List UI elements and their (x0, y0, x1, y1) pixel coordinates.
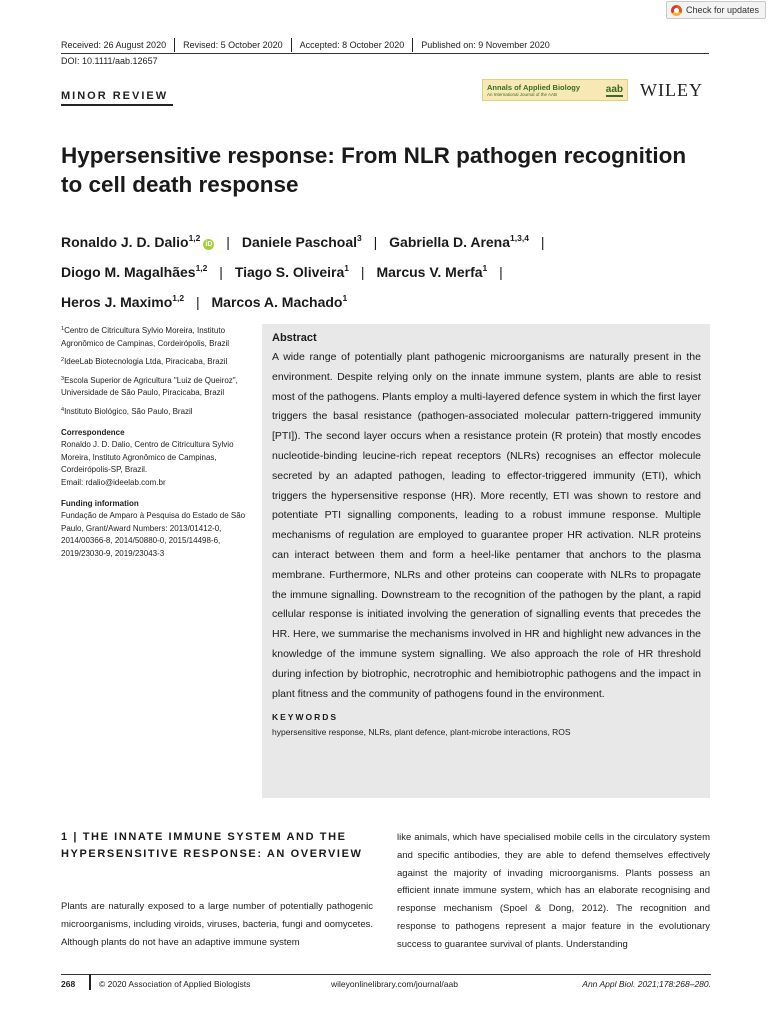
author-affiliation: 3 (357, 233, 362, 243)
author-separator: | (499, 264, 503, 280)
abstract-text: A wide range of potentially plant pathogenic microorganisms are naturally present in the environment. Despite relying only on the innate immune system, plants are able to resist most of the pathogens. Plants employ a multi-layered defence system in which the first layer triggers the basal resistance (pathogen-associated molecular pattern-triggered immunity [PTI]). The second layer occurs when a resistance protein (R protein) that mostly encodes nucleotide-binding leucine-rich repeat receptors (NLRs) recognises an effector molecule secreted by an adapted pathogen, leading to effector-triggered immunity (ETI), which triggers the hypersensitive response (HR). More recently, ETI was shown to restore and potentiate PTI signalling components, leading to a robust immune response. Multiple mechanisms of regulation are employed to guarantee proper HR activation. NLR proteins can interact between them and form a heel-like pentamer that anchors to the plasma membrane. Furthermore, NLRs and other proteins can cooperate with NLRs to propagate the immune signalling. Downstream to the recognition of the pathogen by the plant, a rapid cellular response is initiated involving the generation of signalling events that precedes the HR. Here, we summarise the mechanisms involved in HR and highlight new advances in the knowledge of the immune system signalling. We also approach the role of HR threshold during infection by biotrophic, necrotrophic and hemibiotrophic pathogens and the impact in plant fitness and the community of pathogens found in the environment. (272, 351, 701, 700)
correspondence-heading: Correspondence (61, 427, 125, 437)
author-affiliation: 1,2 (195, 263, 208, 273)
author-list (61, 225, 701, 315)
affiliation-text: Escola Superior de Agricultura "Luiz de Queiroz", Universidade de São Paulo, Piracicaba, Brazil (61, 375, 238, 398)
crossmark-icon (671, 5, 682, 16)
author-name[interactable]: Ronaldo J. D. Dalio (61, 234, 189, 250)
received-date: Received: 26 August 2020 (61, 38, 175, 52)
affiliation-text: Centro de Citricultura Sylvio Moreira, Instituto Agronômico de Campinas, Cordeirópolis, Brazil (61, 326, 230, 348)
body-text-right: like animals, which have specialised mobile cells in the circulatory system and specific antibodies, they are able to defend themselves effectively against the majority of invading microorganisms. Plants possess an efficient innate immune system, which has an elaborate recognising and response mechanism (Spoel & Dong, 2012). The recognition and response to pathogens represent a major feature in the evolutionary success to guarantee survival of plants. Understanding (397, 832, 710, 950)
author-affiliation: 1,3,4 (510, 233, 529, 243)
check-for-updates-label: Check for updates (686, 5, 760, 15)
author-name[interactable]: Heros J. Maximo (61, 294, 173, 310)
check-for-updates-button[interactable] (666, 1, 766, 19)
footer-divider (61, 974, 711, 975)
author-name[interactable]: Tiago S. Oliveira (234, 264, 345, 280)
author-affiliation: 1 (342, 293, 348, 303)
funding-heading: Funding information (61, 498, 139, 508)
affiliation (61, 323, 251, 350)
article-title: Hypersensitive response: From NLR pathogen recognition to cell death response (61, 143, 687, 197)
affiliation-text: Instituto Biológico, São Paulo, Brazil (64, 406, 193, 416)
keywords-list: hypersensitive response, NLRs, plant defence, plant-microbe interactions, ROS (272, 727, 571, 738)
author-separator: | (226, 234, 230, 250)
footer-separator (89, 974, 91, 990)
author-separator: | (360, 264, 365, 280)
journal-name: Annals of Applied Biology (487, 83, 581, 92)
affiliation (61, 354, 251, 369)
journal-abbrev: aab (605, 83, 623, 95)
published-date: Published on: 9 November 2020 (421, 40, 550, 50)
author-name[interactable]: Gabriella D. Arena (389, 234, 511, 250)
affiliation-number: 2 (61, 357, 65, 364)
journal-url[interactable]: wileyonlinelibrary.com/journal/aab (331, 979, 458, 989)
journal-logo[interactable] (482, 79, 628, 101)
article-sidebar (61, 323, 251, 561)
accepted-date: Accepted: 8 October 2020 (292, 38, 414, 52)
affiliation (61, 404, 251, 419)
abstract-box (262, 324, 710, 798)
header-divider (61, 53, 709, 54)
citation: Ann Appl Biol. 2021;178:268–280. (582, 979, 711, 989)
section-heading: 1 | THE INNATE IMMUNE SYSTEM AND THE HYPERSENSITIVE RESPONSE: AN OVERVIEW (61, 831, 363, 860)
funding-text: Fundação de Amparo à Pesquisa do Estado de São Paulo, Grant/Award Numbers: 2013/01412-0, 2014/00366-8, 2014/50880-0, 2015/14498-6, 2019/23030-9, 2019/23043-3 (61, 511, 246, 558)
abstract-heading: Abstract (272, 332, 317, 344)
author-affiliation: 1,2 (172, 293, 185, 303)
author-affiliation: 1,2 (188, 233, 201, 243)
author-affiliation: 1 (344, 263, 350, 273)
doi[interactable]: DOI: 10.1111/aab.12657 (61, 56, 158, 66)
author-separator: | (373, 234, 378, 250)
correspondence-text: Ronaldo J. D. Dalio, Centro de Citricultura Sylvio Moreira, Instituto Agronômico de Campinas, Cordeirópolis-SP, Brazil. (61, 440, 234, 475)
affiliation-number: 1 (61, 326, 65, 332)
body-text-left: Plants are naturally exposed to a large number of potentially pathogenic microorganisms, including viroids, viruses, bacteria, fungi and oomycetes. Although plants do not have an adaptive immune system (61, 901, 373, 948)
orcid-icon[interactable]: iD (205, 241, 213, 248)
article-dates (61, 38, 558, 52)
copyright: © 2020 Association of Applied Biologists (99, 979, 251, 989)
author-name[interactable]: Diogo M. Magalhães (61, 264, 196, 280)
author-name[interactable]: Marcos A. Machado (211, 294, 343, 310)
publisher-logo[interactable]: WILEY (640, 80, 703, 100)
revised-date: Revised: 5 October 2020 (175, 38, 292, 52)
journal-subtitle: An International Journal of the AAB (487, 92, 558, 97)
correspondence-email[interactable]: Email: rdalio@ideelab.com.br (61, 477, 166, 487)
author-name[interactable]: Daniele Paschoal (241, 234, 357, 250)
affiliation-number: 4 (61, 406, 65, 413)
page-number: 268 (61, 979, 76, 989)
author-affiliation: 1 (482, 263, 488, 273)
author-separator: | (195, 294, 200, 310)
article-type: MINOR REVIEW (61, 90, 173, 106)
affiliation-text: IdeeLab Biotecnologia Ltda, Piracicaba, Brazil (64, 357, 228, 367)
affiliation-number: 3 (61, 375, 65, 382)
author-name[interactable]: Marcus V. Merfa (376, 264, 483, 280)
affiliation (61, 373, 251, 400)
author-separator: | (540, 234, 545, 250)
author-separator: | (219, 264, 223, 280)
keywords-heading: KEYWORDS (272, 712, 339, 723)
